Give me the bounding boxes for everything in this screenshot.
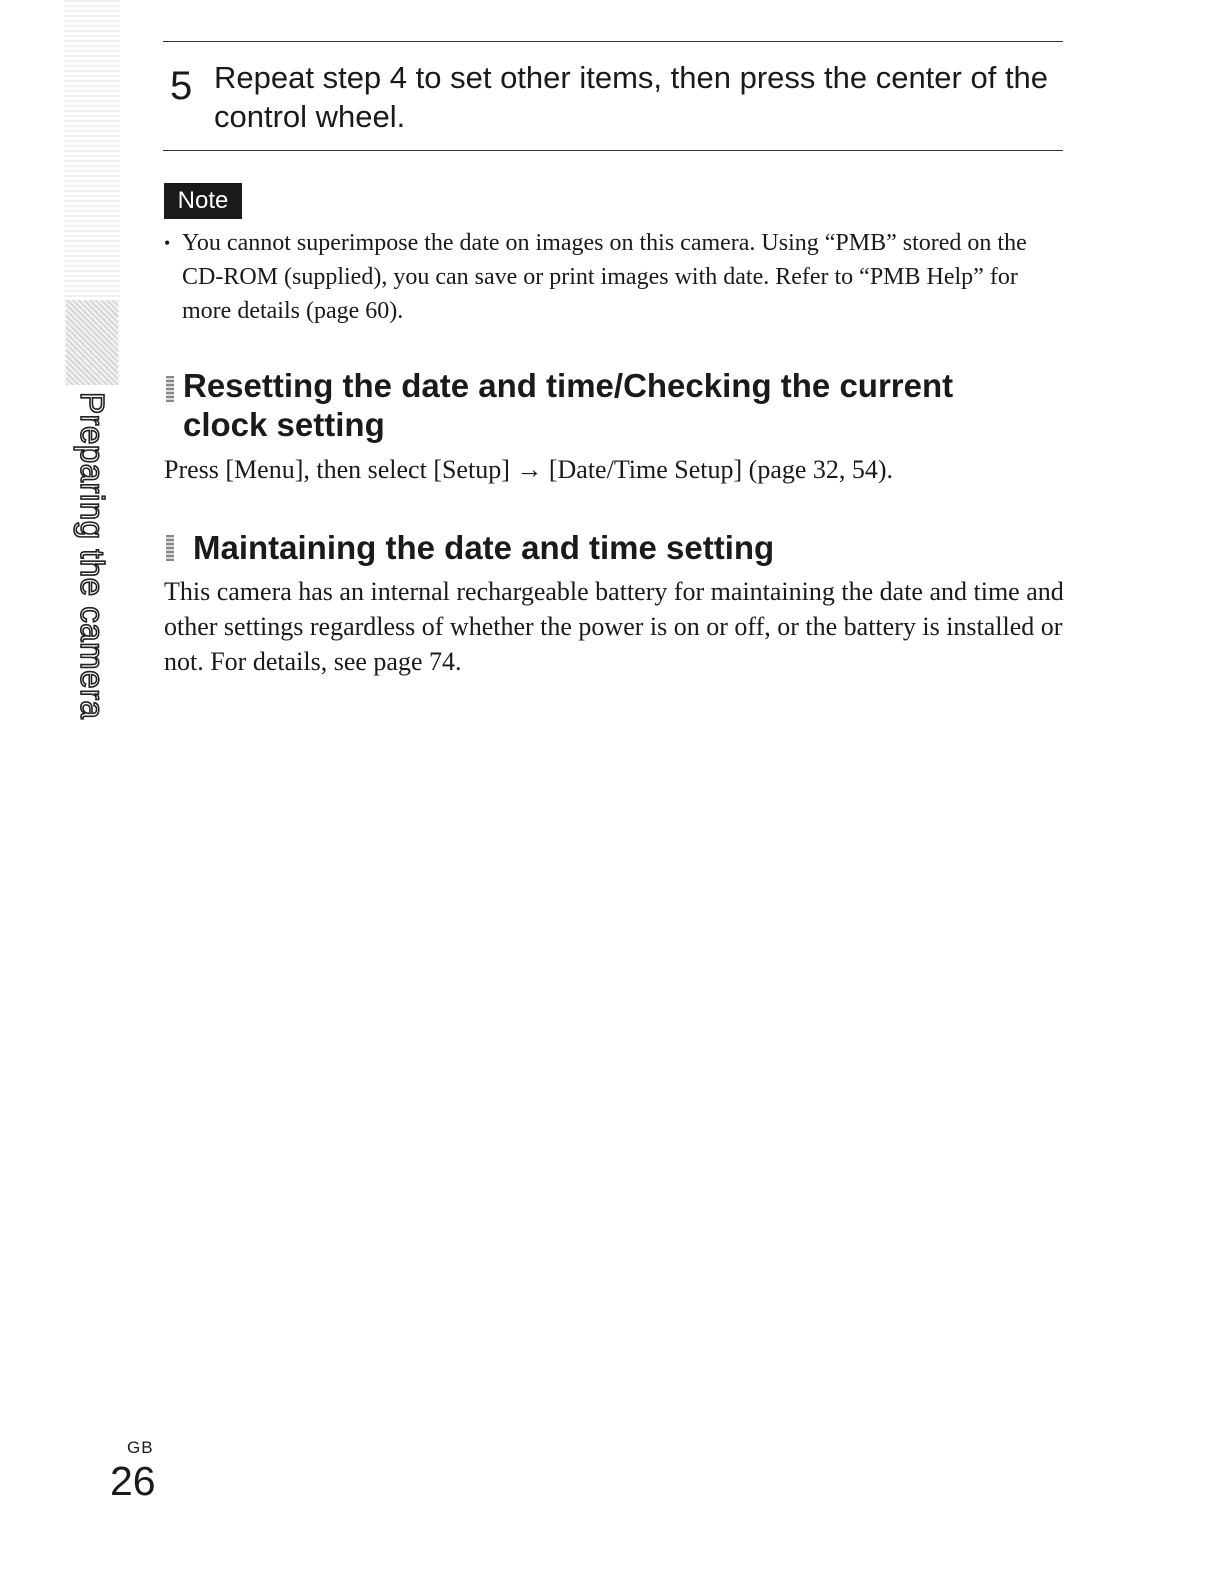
top-rule [163,41,1063,42]
section-heading-maintain: Maintaining the date and time setting [193,529,775,566]
section-body-maintain: This camera has an internal rechargeable battery for maintaining the date and time and other settings regardless of whether the power is on or off, or the battery is installed or not. For details, see page 74. [164,577,1064,676]
note-bullet: • [164,233,171,253]
heading-marker-1 [166,376,174,402]
section-tab [62,392,122,720]
note-text: You cannot superimpose the date on images on this camera. Using “PMB” stored on the CD-ROM (supplied), you can save or print images with date. Refer to “PMB Help” for more details (page 60). [182,230,1027,324]
section-heading-reset: Resetting the date and time/Checking the current clock setting [183,367,954,443]
heading-marker-2 [166,535,174,561]
page-region-code: GB [127,1438,154,1457]
section-body-reset: Press [Menu], then select [Setup] → [Date/Time Setup] (page 32, 54). [164,455,894,484]
page-number: 26 [110,1458,156,1504]
step-bottom-rule [163,150,1063,151]
step-number: 5 [170,64,193,108]
note-item [164,226,1064,328]
step-block [170,58,1060,136]
note-badge: Note [164,183,242,219]
section-tab-label: Preparing the camera [74,392,111,720]
side-tab-pattern-dark [66,300,118,385]
step-text: Repeat step 4 to set other items, then press the center of the control wheel. [214,60,1049,134]
